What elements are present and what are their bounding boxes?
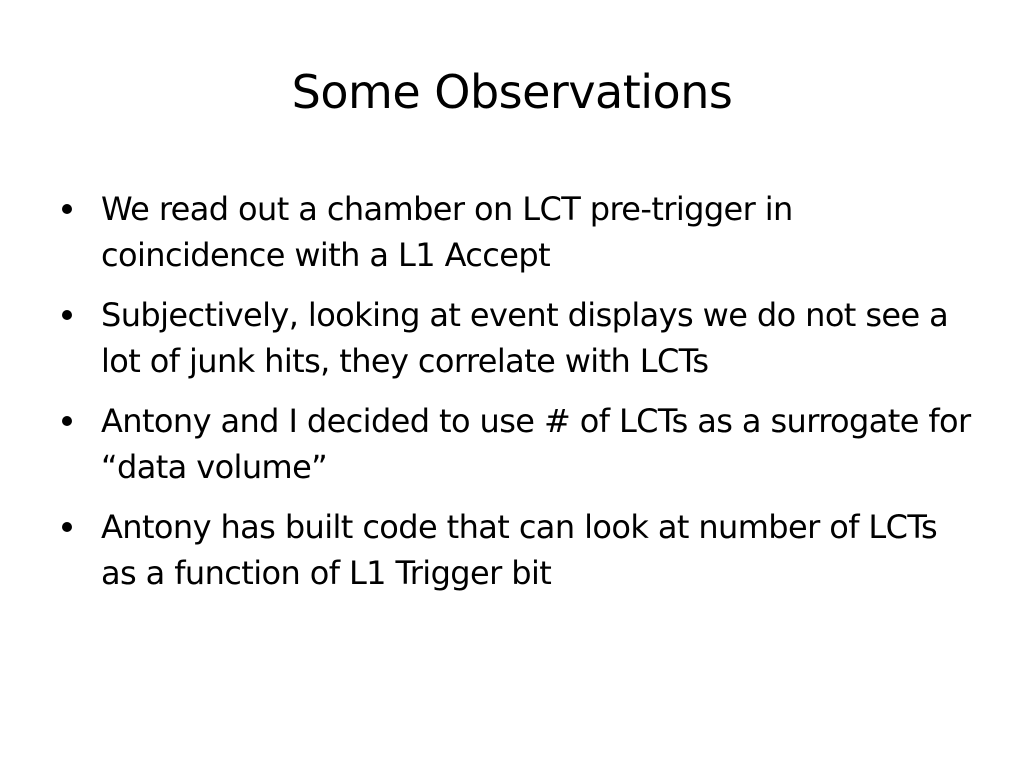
bullet-dot-icon: [62, 416, 72, 426]
bullet-text: We read out a chamber on LCT pre-trigger in coincidence with a L1 Accept: [101, 190, 793, 274]
bullet-item: [58, 186, 978, 278]
bullet-item: [58, 292, 978, 384]
bullet-dot-icon: [62, 204, 72, 214]
bullet-text: Subjectively, looking at event displays we do not see a lot of junk hits, they correlate with LCTs: [101, 296, 949, 380]
bullet-dot-icon: [62, 522, 72, 532]
bullet-item: [58, 504, 978, 596]
slide-title: Some Observations: [291, 65, 733, 119]
bullet-text: Antony and I decided to use # of LCTs as a surrogate for “data volume”: [101, 402, 971, 486]
bullet-list: [58, 186, 978, 596]
bullet-text: Antony has built code that can look at number of LCTs as a function of L1 Trigger bit: [101, 508, 938, 592]
bullet-dot-icon: [62, 310, 72, 320]
bullet-item: [58, 398, 978, 490]
